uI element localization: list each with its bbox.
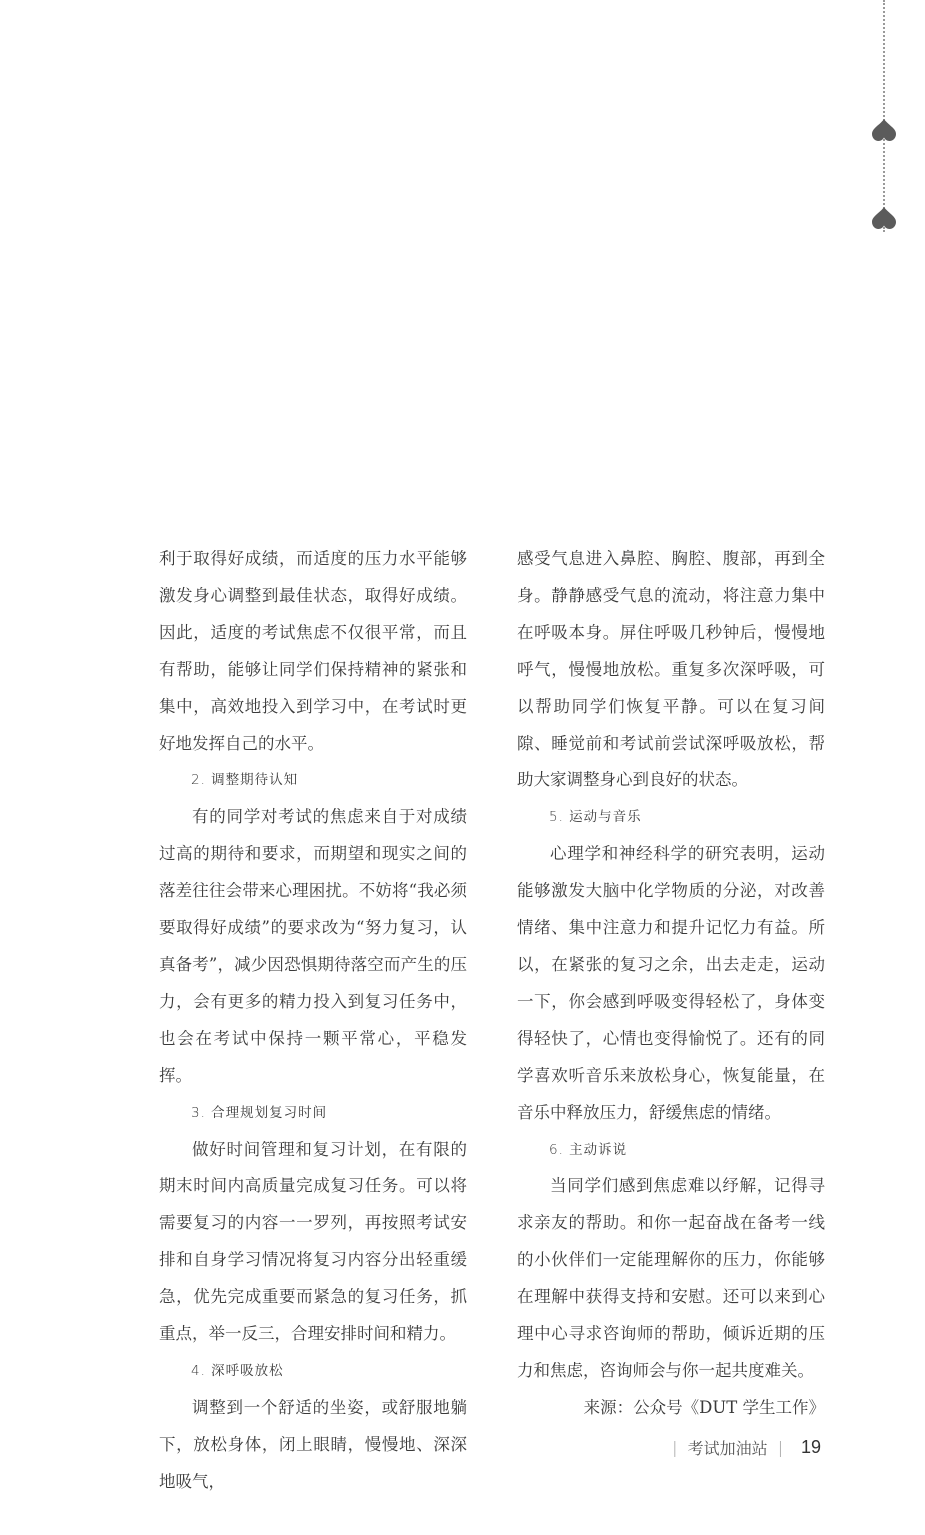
section-heading: 4. 深呼吸放松: [191, 1362, 284, 1379]
footer-divider: |: [672, 1438, 678, 1457]
paragraph: 当同学们感到焦虑难以纾解，记得寻求亲友的帮助。和你一起奋战在备考一线的小伙伴们一定能理解你的压力，你能够在理解中获得支持和安慰。还可以来到心理中心寻求咨询师的帮助，倾诉近期的压力和焦虑，咨询师会与你一起共度难关。: [517, 1176, 825, 1380]
paragraph: 调整到一个舒适的坐姿，或舒服地躺下，放松身体，闭上眼睛，慢慢地、深深地吸气，: [159, 1397, 467, 1491]
heart-icon: [869, 203, 899, 233]
section-heading: 3. 合理规划复习时间: [191, 1104, 328, 1121]
right-column: [517, 541, 825, 1427]
source-credit: 来源：公众号《DUT 学生工作》: [583, 1397, 825, 1417]
paragraph: 心理学和神经科学的研究表明，运动能够激发大脑中化学物质的分泌，对改善情绪、集中注意力和提升记忆力有益。所以，在紧张的复习之余，出去走走，运动一下，你会感到呼吸变得轻松了，身体变得轻快了，心情也变得愉悦了。还有的同学喜欢听音乐来放松身心，恢复能量，在音乐中释放压力，舒缓焦虑的情绪。: [517, 844, 825, 1122]
footer-divider: |: [777, 1438, 783, 1457]
section-heading: 5. 运动与音乐: [549, 809, 642, 826]
paragraph: 做好时间管理和复习计划，在有限的期末时间内高质量完成复习任务。可以将需要复习的内容一一罗列，再按照考试安排和自身学习情况将复习内容分出轻重缓急，优先完成重要而紧急的复习任务，抓重点，举一反三，合理安排时间和精力。: [159, 1139, 467, 1344]
paragraph: 有的同学对考试的焦虑来自于对成绩过高的期待和要求，而期望和现实之间的落差往往会带来心理困扰。不妨将“我必须要取得好成绩”的要求改为“努力复习，认真备考”，减少因恐惧期待落空而产生的压力，会有更多的精力投入到复习任务中，也会在考试中保持一颗平常心，平稳发挥。: [159, 807, 467, 1085]
paragraph: 感受气息进入鼻腔、胸腔、腹部，再到全身。静静感受气息的流动，将注意力集中在呼吸本身。屏住呼吸几秒钟后，慢慢地呼气，慢慢地放松。重复多次深呼吸，可以帮助同学们恢复平静。可以在复习间隙、睡觉前和考试前尝试深呼吸放松，帮助大家调整身心到良好的状态。: [517, 549, 825, 790]
page-number: 19: [800, 1437, 821, 1457]
heart-icon: [869, 115, 899, 145]
paragraph: 利于取得好成绩，而适度的压力水平能够激发身心调整到最佳状态，取得好成绩。因此，适度的考试焦虑不仅很平常，而且有帮助，能够让同学们保持精神的紧张和集中，高效地投入到学习中，在考试时更好地发挥自己的水平。: [159, 549, 467, 753]
section-heading: 6. 主动诉说: [549, 1141, 628, 1158]
left-column: [159, 541, 467, 1501]
section-name: 考试加油站: [687, 1439, 768, 1458]
page-footer: [672, 1436, 821, 1459]
section-heading: 2. 调整期待认知: [191, 772, 299, 789]
margin-decoration: [845, 0, 925, 240]
